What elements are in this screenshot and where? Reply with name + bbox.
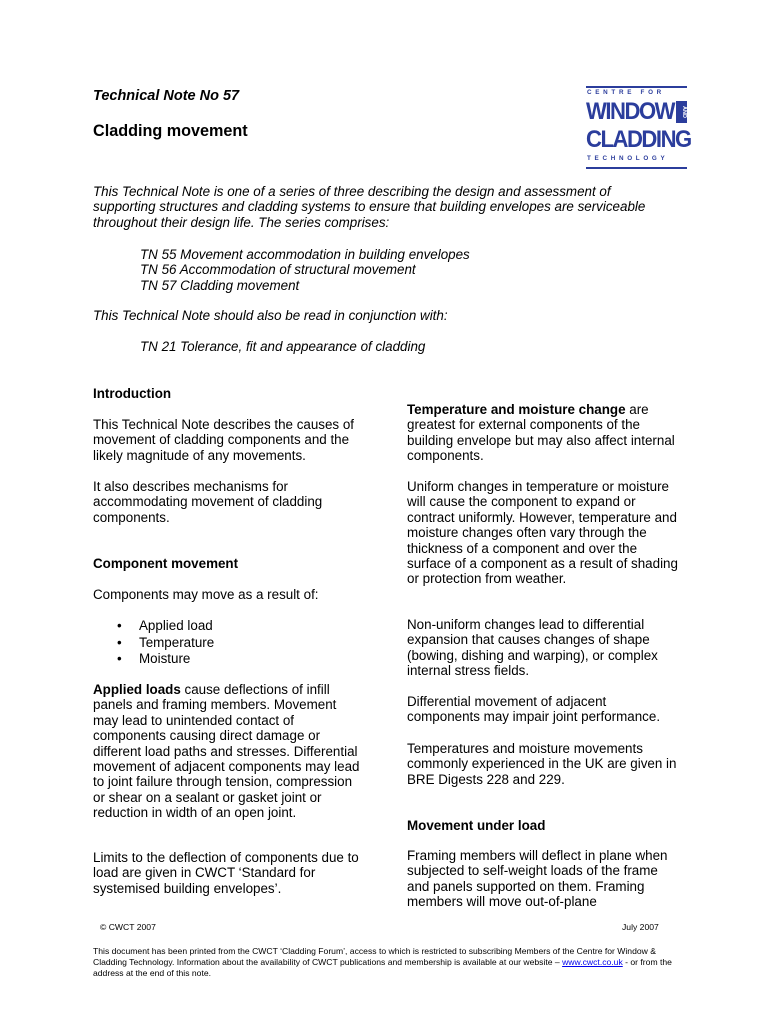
limits-paragraph: Limits to the deflection of components due to load are given in CWCT ‘Standard for systemised building envelopes’.: [93, 850, 359, 896]
footer-note-text: This document has been printed from the CWCT ‘Cladding Forum’, access to which is restricted to subscribing Members of the Centre for Window & Cladding Technology. Information about the availability of CWCT publications and membership is available at our website –: [93, 946, 656, 967]
bullet-icon: •: [117, 651, 122, 666]
series-item: TN 55 Movement accommodation in building envelopes: [140, 247, 470, 262]
logo-cladding-text: CLADDING: [586, 126, 691, 153]
logo-top-text: CENTRE FOR: [587, 89, 665, 96]
copyright-text: © CWCT 2007: [100, 922, 156, 932]
series-item: TN 56 Accommodation of structural movement: [140, 262, 416, 278]
cwct-logo: [586, 86, 691, 168]
footer-note: [93, 946, 683, 979]
non-uniform-paragraph: Non-uniform changes lead to differential expansion that causes changes of shape (bowing, dishing and warping), or complex internal stress fields.: [407, 617, 658, 679]
temperature-lead: Temperature and moisture change: [407, 402, 626, 417]
also-read-text: This Technical Note should also be read in conjunction with:: [93, 308, 448, 323]
bre-digests-paragraph: Temperatures and moisture movements commonly experienced in the UK are given in BRE Digests 228 and 229.: [407, 741, 677, 787]
temperature-paragraph: [407, 402, 679, 464]
logo-top-rule: [586, 86, 687, 88]
list-item-text: Applied load: [139, 618, 213, 633]
applied-loads-lead: Applied loads: [93, 682, 181, 697]
component-movement-heading: Component movement: [93, 556, 239, 571]
document-title: Cladding movement: [93, 122, 248, 140]
series-item: TN 57 Cladding movement: [140, 277, 300, 293]
intro-paragraph: This Technical Note is one of a series of three describing the design and assessment of supporting structures and cladding systems to ensure that building envelopes are serviceable throughout their design life. The series comprises:: [93, 184, 646, 230]
differential-movement-paragraph: Differential movement of adjacent components may impair joint performance.: [407, 694, 661, 725]
component-movement-paragraph: Components may move as a result of:: [93, 587, 319, 602]
reference-item: TN 21 Tolerance, fit and appearance of cladding: [140, 339, 426, 354]
introduction-paragraph-2: It also describes mechanisms for accommodating movement of cladding components.: [93, 479, 323, 525]
publication-date: July 2007: [622, 922, 659, 932]
introduction-paragraph-1: This Technical Note describes the causes of movement of cladding components and the likely magnitude of any movements.: [93, 417, 355, 463]
introduction-heading: Introduction: [93, 386, 172, 401]
footer-note-end: - or from the address at the end of this note.: [93, 957, 672, 978]
list-item-text: Moisture: [139, 651, 191, 666]
website-link[interactable]: www.cwct.co.uk: [562, 957, 623, 967]
bullet-icon: •: [117, 618, 122, 633]
applied-loads-text: cause deflections of infill panels and framing members. Movement may lead to unintended contact of components causing direct damage or different load paths and stresses. Differential movement of adjacent components may lead to joint failure through tension, compression or shear on a sealant or gasket joint or reduction in width of an open joint.: [93, 682, 360, 821]
temperature-text: are greatest for external components of the building envelope but may also affect internal components.: [407, 402, 675, 464]
technical-note-number: Technical Note No 57: [93, 88, 240, 104]
logo-bottom-text: TECHNOLOGY: [587, 155, 669, 162]
list-item-text: Temperature: [139, 634, 215, 650]
movement-under-load-paragraph: Framing members will deflect in plane when subjected to self-weight loads of the frame and panels supported on them. Framing members will move out-of-plane: [407, 848, 668, 910]
logo-window-text: WINDOW: [586, 98, 675, 125]
applied-loads-paragraph: [93, 682, 365, 821]
bullet-icon: •: [117, 634, 122, 650]
movement-under-load-heading: Movement under load: [407, 818, 546, 833]
logo-and-text: AND: [676, 101, 687, 123]
series-list: [140, 247, 470, 293]
uniform-changes-paragraph: Uniform changes in temperature or moisture will cause the component to expand or contract uniformly. However, temperature and moisture changes often vary through the thickness of a component and over the surface of a component as a result of shading or protection from weather.: [407, 479, 678, 587]
logo-bottom-rule: [586, 167, 687, 169]
